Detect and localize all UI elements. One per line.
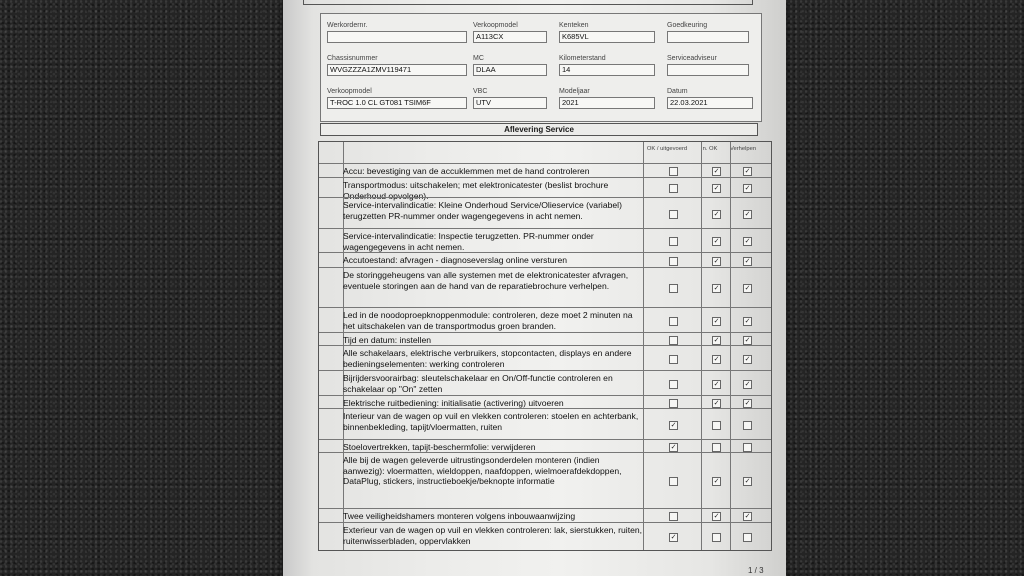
verhelpen-checkbox[interactable]: [743, 443, 752, 452]
vehicle-header: [320, 13, 762, 122]
verhelpen-checkbox[interactable]: ✓: [744, 318, 751, 325]
niet-ok-checkbox[interactable]: [712, 421, 721, 430]
checklist-row: [319, 452, 771, 509]
verkoopmodel-field: [327, 87, 467, 109]
col-niet-ok: n. OK: [702, 146, 718, 152]
chassisnummer-label: Chassisnummer: [327, 55, 378, 62]
modeljaar-label: Modeljaar: [559, 88, 590, 95]
verhelpen-checkbox[interactable]: [743, 421, 752, 430]
checklist-item-text: Transportmodus: uitschakelen; met elektronicatester (beslist brochure Onderhoud opvolgen).: [343, 180, 609, 201]
ok-uitgevoerd-checkbox[interactable]: [669, 380, 678, 389]
checklist-row: [319, 508, 771, 523]
werkorder-field: [327, 21, 467, 43]
mc-field: [473, 54, 547, 76]
checklist-table: [318, 141, 772, 551]
kenteken-field: [559, 21, 655, 43]
checklist-row: [319, 370, 771, 396]
niet-ok-checkbox[interactable]: ✓: [713, 318, 720, 325]
checklist-item-text: Alle schakelaars, elektrische verbruikers, stopcontacten, displays en andere bedieningselementen: werking controleren: [343, 348, 632, 369]
checklist-row: [319, 228, 771, 253]
checklist-item-text: Accutoestand: afvragen - diagnoseverslag online versturen: [343, 255, 568, 265]
niet-ok-checkbox[interactable]: ✓: [713, 211, 720, 218]
niet-ok-checkbox[interactable]: [712, 443, 721, 452]
niet-ok-checkbox[interactable]: ✓: [713, 238, 720, 245]
checklist-item-text: Led in de noodoproepknoppenmodule: controleren, deze moet 2 minuten na het uitschakelen van de transportmodus groen branden.: [343, 310, 633, 331]
checklist-item-text: Alle bij de wagen geleverde uitrustingsonderdelen monteren (indien aanwezig): vloermatten, wieldoppen, naafdoppen, wielmoerafdekdoppen, DataPlug, stickers, instructieboekje/beknopte informatie: [343, 455, 622, 487]
ok-uitgevoerd-checkbox[interactable]: [669, 210, 678, 219]
ok-uitgevoerd-checkbox[interactable]: [669, 512, 678, 521]
serviceadviseur-field: [667, 54, 749, 76]
ok-uitgevoerd-checkbox[interactable]: [669, 284, 678, 293]
niet-ok-checkbox[interactable]: [712, 533, 721, 542]
modeljaar-field: [559, 87, 655, 109]
niet-ok-checkbox[interactable]: ✓: [713, 513, 720, 520]
verhelpen-checkbox[interactable]: ✓: [744, 381, 751, 388]
ok-uitgevoerd-checkbox[interactable]: [669, 184, 678, 193]
ok-uitgevoerd-checkbox[interactable]: [669, 477, 678, 486]
checklist-row: [319, 252, 771, 268]
checklist-item-text: Stoelovertrekken, tapijt-beschermfolie: verwijderen: [343, 442, 536, 452]
verhelpen-checkbox[interactable]: ✓: [744, 185, 751, 192]
datum-value: 22.03.2021: [667, 97, 753, 109]
col-ok-uitgevoerd: OK / uitgevoerd: [646, 146, 688, 152]
kilometerstand-field: [559, 54, 655, 76]
ok-uitgevoerd-checkbox[interactable]: [669, 355, 678, 364]
ok-uitgevoerd-checkbox[interactable]: [669, 399, 678, 408]
ok-uitgevoerd-checkbox[interactable]: [669, 237, 678, 246]
ok-uitgevoerd-checkbox[interactable]: ✓: [670, 444, 677, 451]
verhelpen-checkbox[interactable]: ✓: [744, 211, 751, 218]
niet-ok-checkbox[interactable]: ✓: [713, 356, 720, 363]
checklist-row: [319, 522, 771, 551]
checklist-item-text: Service-intervalindicatie: Kleine Onderhoud Service/Olieservice (variabel) terugzetten PR-nummer onder wagengegevens in acht nemen.: [343, 200, 622, 221]
niet-ok-checkbox[interactable]: ✓: [713, 381, 720, 388]
verhelpen-checkbox[interactable]: ✓: [744, 400, 751, 407]
checklist-row: [319, 197, 771, 229]
vbc-field: [473, 87, 547, 109]
kenteken-label: Kenteken: [559, 22, 589, 29]
niet-ok-checkbox[interactable]: ✓: [713, 285, 720, 292]
checklist-row: [319, 395, 771, 409]
mc-value: DLAA: [473, 64, 547, 76]
checklist-row: [319, 439, 771, 453]
checklist-item-text: Service-intervalindicatie: Inspectie terugzetten. PR-nummer onder wagengegevens in acht nemen.: [343, 231, 594, 252]
datum-label: Datum: [667, 88, 688, 95]
verhelpen-checkbox[interactable]: ✓: [744, 337, 751, 344]
checklist-item-text: De storinggeheugens van alle systemen met de elektronicatester afvragen, eventuele storingen aan de hand van de reparatiebrochure verhelpen.: [343, 270, 629, 291]
section-title: Aflevering Service: [320, 123, 758, 136]
datum-field: [667, 87, 753, 109]
verhelpen-checkbox[interactable]: [743, 533, 752, 542]
ok-uitgevoerd-checkbox[interactable]: [669, 317, 678, 326]
niet-ok-checkbox[interactable]: ✓: [713, 478, 720, 485]
vbc-value: UTV: [473, 97, 547, 109]
checklist-item-text: Bijrijdersvoorairbag: sleutelschakelaar en On/Off-functie controleren en schakelaar op "On" zetten: [343, 373, 613, 394]
serviceadviseur-label: Serviceadviseur: [667, 55, 717, 62]
chassisnummer-field: [327, 54, 467, 76]
kilometerstand-value: 14: [559, 64, 655, 76]
verhelpen-checkbox[interactable]: ✓: [744, 258, 751, 265]
kilometerstand-label: Kilometerstand: [559, 55, 606, 62]
verhelpen-checkbox[interactable]: ✓: [744, 356, 751, 363]
vbc-label: VBC: [473, 88, 488, 95]
verhelpen-checkbox[interactable]: ✓: [744, 238, 751, 245]
niet-ok-checkbox[interactable]: ✓: [713, 258, 720, 265]
chassisnummer-value: WVGZZZA1ZMV119471: [327, 64, 467, 76]
verkoopmodel-label: Verkoopmodel: [327, 88, 372, 95]
checklist-row: [319, 163, 771, 178]
niet-ok-checkbox[interactable]: ✓: [713, 185, 720, 192]
checklist-item-text: Interieur van de wagen op vuil en vlekken controleren: stoelen en achterbank, binnenbekleding, tapijt/vloermatten, ruiten: [343, 411, 639, 432]
checklist-item-text: Exterieur van de wagen op vuil en vlekken controleren: lak, sierstukken, ruiten, ruitenwisserbladen, oppervlakken: [343, 525, 643, 546]
werkorder-value: [327, 31, 467, 43]
verkoopmodel-code-label: Verkoopmodel: [473, 22, 518, 29]
checklist-item-text: Elektrische ruitbediening: initialisatie (activering) uitvoeren: [343, 398, 564, 408]
checklist-item-text: Tijd en datum: instellen: [343, 335, 432, 345]
niet-ok-checkbox[interactable]: ✓: [713, 400, 720, 407]
niet-ok-checkbox[interactable]: ✓: [713, 337, 720, 344]
checklist-row: [319, 267, 771, 308]
verhelpen-checkbox[interactable]: ✓: [744, 168, 751, 175]
verkoopmodel-value: T-ROC 1.0 CL GT081 TSIM6F: [327, 97, 467, 109]
verhelpen-checkbox[interactable]: ✓: [744, 513, 751, 520]
checklist-row: [319, 177, 771, 201]
goedkeuring-field: [667, 21, 749, 43]
verkoopmodel-code-value: A113CX: [473, 31, 547, 43]
checklist-item-text: Twee veiligheidshamers monteren volgens inbouwaanwijzing: [343, 511, 576, 521]
mc-label: MC: [473, 55, 484, 62]
goedkeuring-label: Goedkeuring: [667, 22, 708, 29]
verhelpen-checkbox[interactable]: ✓: [744, 478, 751, 485]
werkorder-label: Werkordernr.: [327, 22, 368, 29]
ok-uitgevoerd-checkbox[interactable]: ✓: [670, 534, 677, 541]
checklist-row: [319, 345, 771, 371]
goedkeuring-value: [667, 31, 749, 43]
niet-ok-checkbox[interactable]: ✓: [713, 168, 720, 175]
top-form-box: [303, 0, 753, 5]
checklist-row: [319, 408, 771, 440]
serviceadviseur-value: [667, 64, 749, 76]
col-verhelpen: Verhelpen: [729, 146, 757, 152]
checklist-item-text: Accu: bevestiging van de accuklemmen met de hand controleren: [343, 166, 590, 176]
checklist-row: [319, 307, 771, 333]
ok-uitgevoerd-checkbox[interactable]: [669, 336, 678, 345]
ok-uitgevoerd-checkbox[interactable]: [669, 167, 678, 176]
verkoopmodel-code-field: [473, 21, 547, 43]
modeljaar-value: 2021: [559, 97, 655, 109]
ok-uitgevoerd-checkbox[interactable]: ✓: [670, 422, 677, 429]
ok-uitgevoerd-checkbox[interactable]: [669, 257, 678, 266]
verhelpen-checkbox[interactable]: ✓: [744, 285, 751, 292]
checklist-row: [319, 332, 771, 346]
kenteken-value: K685VL: [559, 31, 655, 43]
page-number: 1 / 3: [748, 566, 764, 575]
